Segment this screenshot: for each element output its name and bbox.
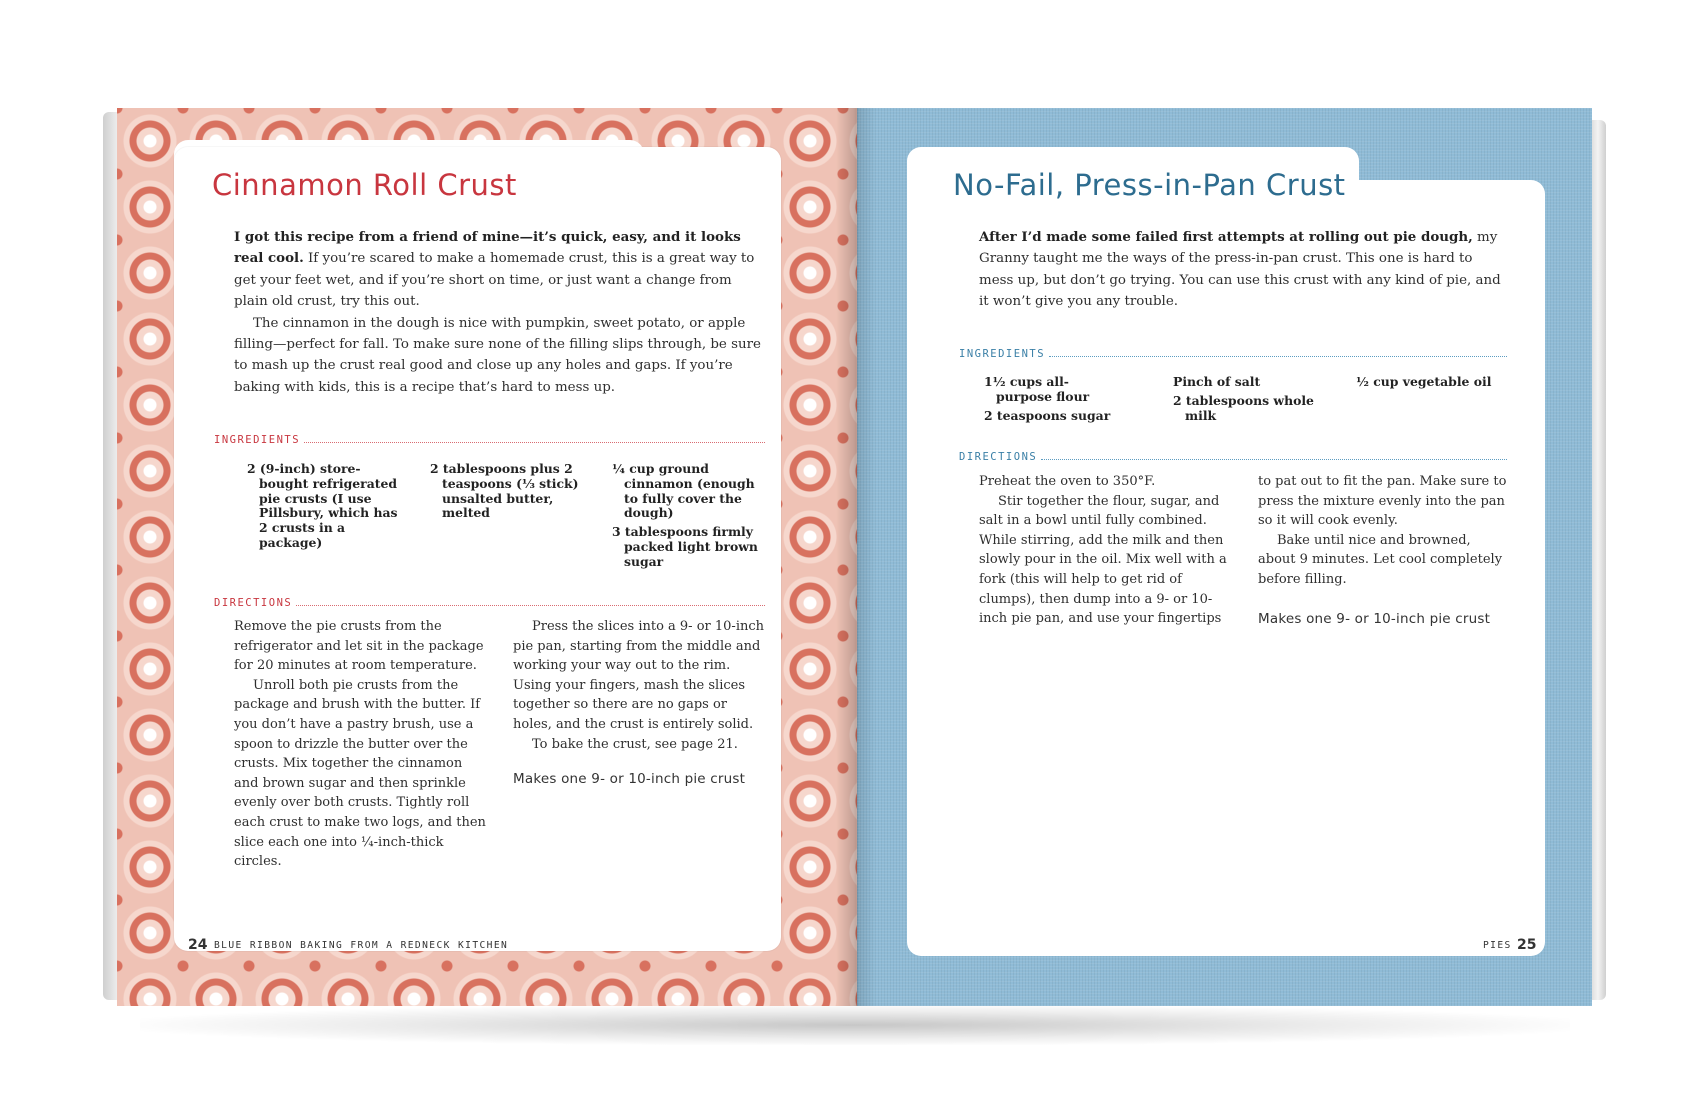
- ingredient-item: 3 tablespoons firmly packed light brown sugar: [612, 524, 758, 569]
- right-intro-bold: After I’d made some failed first attempts at rolling out pie dough,: [979, 229, 1473, 245]
- right-intro: [979, 227, 1507, 313]
- right-ingredients-label: INGREDIENTS: [959, 348, 1046, 360]
- left-page-number: 24: [188, 937, 208, 953]
- right-yield: Makes one 9- or 10-inch pie crust: [1258, 611, 1491, 627]
- left-directions-col1: [234, 617, 488, 872]
- right-ingredients-col3: [1356, 375, 1506, 394]
- left-directions-label: DIRECTIONS: [214, 597, 293, 609]
- left-dir-p1: Remove the pie crusts from the refrigerator and let sit in the package for 20 minutes at room temperature.: [234, 619, 484, 674]
- left-recipe-title: Cinnamon Roll Crust: [212, 168, 517, 202]
- page-edge-right: [1590, 120, 1606, 1000]
- right-dir-p4: Bake until nice and browned, about 9 minutes. Let cool completely before filling.: [1258, 532, 1503, 587]
- ingredient-item: 2 tablespoons plus 2 teaspoons (⅓ stick) unsalted butter, melted: [430, 461, 579, 521]
- left-running-footer: BLUE RIBBON BAKING FROM A REDNECK KITCHEN: [214, 940, 509, 951]
- right-directions-col2: [1258, 472, 1510, 590]
- book-spine-shadow: [836, 108, 876, 1006]
- right-directions-header: [959, 450, 1507, 464]
- page-edge-left: [103, 112, 117, 1000]
- ingredient-item: ¼ cup ground cinnamon (enough to fully cover the dough): [612, 461, 755, 521]
- left-yield: Makes one 9- or 10-inch pie crust: [513, 771, 746, 787]
- left-ingredients-col2: [430, 462, 582, 525]
- right-ingredients-col2: [1173, 375, 1323, 427]
- left-directions-header: [214, 596, 765, 610]
- right-ingredients-col1: [984, 375, 1124, 427]
- right-dir-p1: Preheat the oven to 350°F.: [979, 474, 1156, 489]
- left-dir-p4: To bake the crust, see page 21.: [532, 736, 738, 752]
- ingredient-item: 2 (9-inch) store-bought refrigerated pie crusts (I use Pillsbury, which has 2 crusts in a package): [247, 461, 398, 550]
- ingredient-item: 2 tablespoons whole milk: [1173, 392, 1314, 423]
- right-recipe-title: No-Fail, Press-in-Pan Crust: [953, 168, 1346, 202]
- left-intro-p2: The cinnamon in the dough is nice with pumpkin, sweet potato, or apple filling—perfect for fall. To make sure none of the filling slips through, be sure to mash up the crust real good and close up any holes and gaps. If you’re baking with kids, this is a recipe that’s hard to mess up.: [234, 315, 761, 395]
- ingredient-item: 2 teaspoons sugar: [984, 407, 1111, 423]
- left-intro-bold: I got this recipe from a friend of mine—it’s quick, easy, and it looks real cool.: [234, 229, 741, 267]
- book-shadow: [140, 1005, 1570, 1045]
- right-dir-p2: Stir together the flour, sugar, and salt in a bowl until fully combined. While stirring, add the milk and then slowly pour in the oil. Mix well with a fork (this will help to get rid of clumps), then dump into a 9- or 10-inch pie pan, and use your fingertips: [979, 493, 1227, 627]
- ingredient-item: Pinch of salt: [1173, 374, 1261, 389]
- left-directions-col2: [513, 617, 767, 754]
- left-dir-p3: Press the slices into a 9- or 10-inch pie pan, starting from the middle and working your way out to the rim. Using your fingers, mash the slices together so there are no gaps or holes, and the crust is entirely solid.: [513, 619, 765, 732]
- right-page-number: 25: [1517, 937, 1537, 953]
- right-ingredients-header: [959, 347, 1507, 361]
- right-dir-p3: to pat out to fit the pan. Make sure to press the mixture evenly into the pan so it will cook evenly.: [1258, 474, 1507, 529]
- left-ingredients-label: INGREDIENTS: [214, 434, 301, 446]
- right-directions-col1: [979, 472, 1229, 629]
- left-dir-p2: Unroll both pie crusts from the package and brush with the butter. If you don’t have a pastry brush, use a spoon to drizzle the butter over the crusts. Mix together the cinnamon and brown sugar and then sprinkle evenly over both crusts. Tightly roll each crust to make two logs, and then slice each one into ¼-inch-thick circles.: [234, 677, 486, 870]
- left-ingredients-col1: [247, 462, 399, 555]
- left-ingredients-header: [214, 433, 765, 447]
- right-running-footer: PIES: [1483, 940, 1512, 951]
- ingredient-item: 1½ cups all-purpose flour: [984, 374, 1090, 404]
- left-ingredients-col3: [612, 462, 762, 574]
- left-intro: [234, 227, 764, 398]
- left-intro-rest: If you’re scared to make a homemade crust, this is a great way to get your feet wet, and if you’re short on time, or just want a change from plain old crust, try this out.: [234, 251, 755, 310]
- right-intro-rest: my Granny taught me the ways of the press-in-pan crust. This one is hard to mess up, but don’t go trying. You can use this crust with any kind of pie, and it won’t give you any trouble.: [979, 230, 1501, 310]
- ingredient-item: ½ cup vegetable oil: [1356, 374, 1492, 389]
- right-directions-label: DIRECTIONS: [959, 451, 1038, 463]
